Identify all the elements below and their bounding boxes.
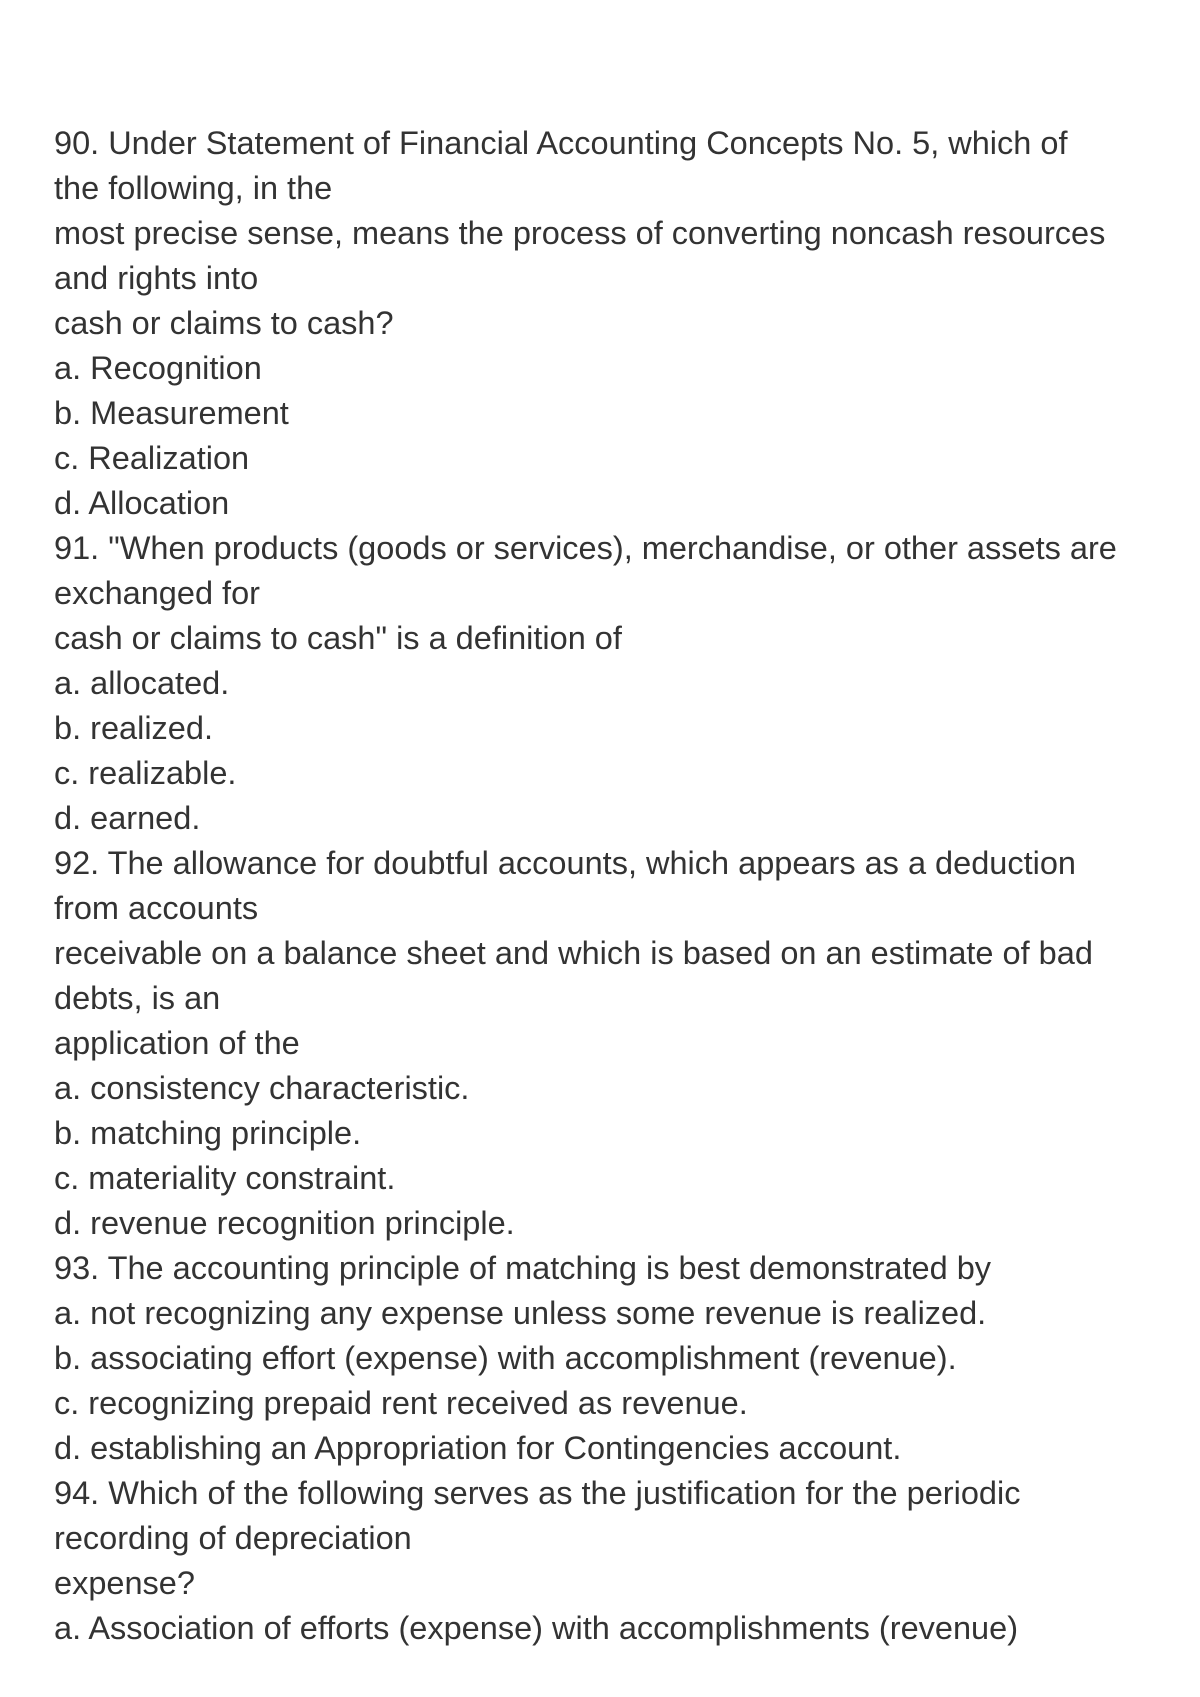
q91-line-3: cash or claims to cash" is a definition of bbox=[54, 620, 622, 656]
q91-option-a: a. allocated. bbox=[54, 665, 230, 701]
q90-option-a: a. Recognition bbox=[54, 350, 262, 386]
q93-option-d: d. establishing an Appropriation for Contingencies account. bbox=[54, 1430, 902, 1466]
q92-option-d: d. revenue recognition principle. bbox=[54, 1205, 515, 1241]
q90-option-d: d. Allocation bbox=[54, 485, 230, 521]
q93-line-1: 93. The accounting principle of matching is best demonstrated by bbox=[54, 1250, 992, 1286]
q94-line-2: recording of depreciation bbox=[54, 1520, 412, 1556]
q91-option-b: b. realized. bbox=[54, 710, 213, 746]
q93-option-a: a. not recognizing any expense unless some revenue is realized. bbox=[54, 1295, 987, 1331]
q92-line-5: application of the bbox=[54, 1025, 300, 1061]
q90-option-c: c. Realization bbox=[54, 440, 250, 476]
q90-line-4: and rights into bbox=[54, 260, 259, 296]
q92-line-4: debts, is an bbox=[54, 980, 221, 1016]
q91-option-c: c. realizable. bbox=[54, 755, 237, 791]
q94-option-a: a. Association of efforts (expense) with accomplishments (revenue) bbox=[54, 1610, 1019, 1646]
q92-option-b: b. matching principle. bbox=[54, 1115, 362, 1151]
q93-option-c: c. recognizing prepaid rent received as revenue. bbox=[54, 1385, 748, 1421]
document-body bbox=[54, 121, 1164, 1651]
q94-line-1: 94. Which of the following serves as the justification for the periodic bbox=[54, 1475, 1021, 1511]
q90-line-5: cash or claims to cash? bbox=[54, 305, 394, 341]
q90-line-3: most precise sense, means the process of converting noncash resources bbox=[54, 215, 1106, 251]
q93-option-b: b. associating effort (expense) with accomplishment (revenue). bbox=[54, 1340, 957, 1376]
q91-line-1: 91. "When products (goods or services), merchandise, or other assets are bbox=[54, 530, 1117, 566]
q94-line-3: expense? bbox=[54, 1565, 195, 1601]
q92-option-a: a. consistency characteristic. bbox=[54, 1070, 470, 1106]
q92-line-2: from accounts bbox=[54, 890, 259, 926]
q91-line-2: exchanged for bbox=[54, 575, 260, 611]
q92-option-c: c. materiality constraint. bbox=[54, 1160, 396, 1196]
q92-line-3: receivable on a balance sheet and which is based on an estimate of bad bbox=[54, 935, 1093, 971]
q90-line-1: 90. Under Statement of Financial Accounting Concepts No. 5, which of bbox=[54, 125, 1068, 161]
q92-line-1: 92. The allowance for doubtful accounts, which appears as a deduction bbox=[54, 845, 1077, 881]
q90-line-2: the following, in the bbox=[54, 170, 333, 206]
q91-option-d: d. earned. bbox=[54, 800, 201, 836]
q90-option-b: b. Measurement bbox=[54, 395, 289, 431]
